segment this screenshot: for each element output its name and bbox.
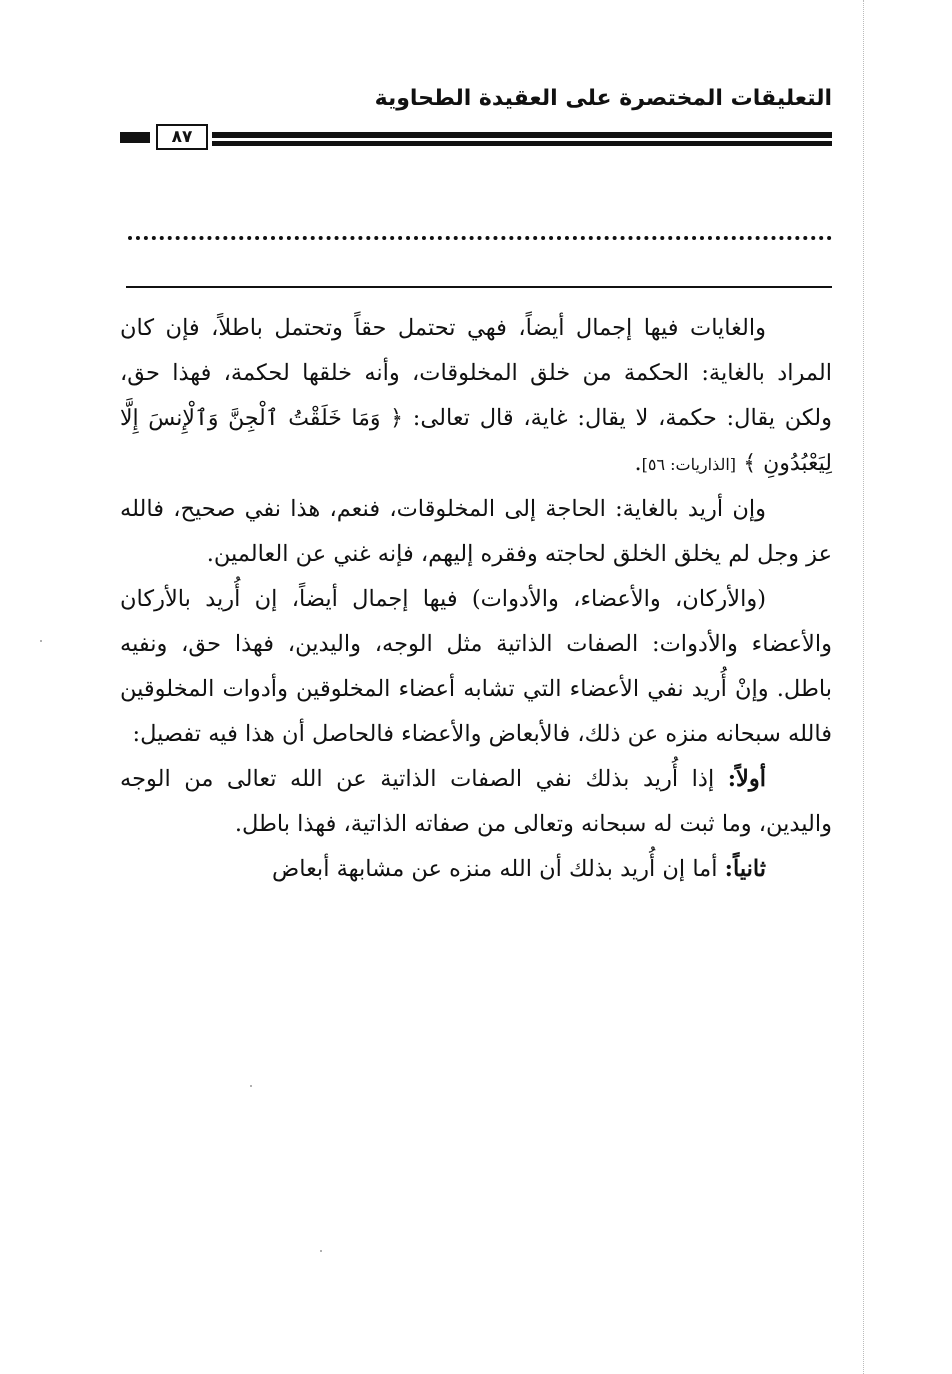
solid-separator <box>126 286 832 288</box>
page-edge <box>863 0 864 1374</box>
quran-verse: ﴿ وَمَا خَلَقْتُ ٱلْجِنَّ وَٱلْإِنسَ إِلَّا لِيَعْبُدُونِ ﴾ <box>120 406 832 476</box>
paragraph-4-lead: أولاً: <box>727 766 766 792</box>
main-text <box>120 306 832 892</box>
paragraph-3: (والأركان، والأعضاء، والأدوات) فيها إجمال أيضاً، إن أُريد بالأركان والأعضاء والأدوات: الصفات الذاتية مثل الوجه، واليدين، فهذا حق، ونفيه باطل. وإنْ أُريد نفي الأعضاء التي تشابه أعضاء المخلوقين وأدوات المخلوقين فالله سبحانه منزه عن ذلك، فالأبعاض والأعضاء فالحاصل أن هذا فيه تفصيل: <box>120 586 832 747</box>
paragraph-1-end: . <box>634 450 642 476</box>
paragraph-5 <box>120 847 832 892</box>
verse-reference: [الذاريات: ٥٦] <box>641 455 737 474</box>
scan-speck <box>250 1085 252 1087</box>
dotted-separator <box>128 236 832 240</box>
paragraph-4 <box>120 757 832 847</box>
paragraph-5-lead: ثانياً: <box>724 856 766 882</box>
paragraph-1-text: والغايات فيها إجمال أيضاً، فهي تحتمل حقاً وتحتمل باطلاً، فإن كان المراد بالغاية: الحكمة من خلق المخلوقات، وأنه خلقها لحكمة، فهذا حق، ولكن يقال: حكمة، لا يقال: غاية، قال تعالى: <box>120 315 833 431</box>
paragraph-1 <box>120 306 832 487</box>
scan-speck <box>40 640 42 642</box>
page-number: ٨٧ <box>156 124 208 150</box>
header-double-rule <box>212 132 832 141</box>
header-rule <box>120 124 832 150</box>
paragraph-5-text: أما إن أُريد بذلك أن الله منزه عن مشابهة أبعاض <box>272 856 718 882</box>
running-header-title: التعليقات المختصرة على العقيدة الطحاوية <box>374 86 832 111</box>
header-rule-stub <box>120 132 150 138</box>
paragraph-2: وإن أريد بالغاية: الحاجة إلى المخلوقات، فنعم، هذا نفي صحيح، فالله عز وجل لم يخلق الخلق لحاجته وفقره إليهم، فإنه غني عن العالمين. <box>120 496 832 567</box>
scan-speck <box>320 1250 322 1252</box>
paragraph-4-text: إذا أُريد بذلك نفي الصفات الذاتية عن الله تعالى من الوجه واليدين، وما ثبت له سبحانه وتعالى من صفاته الذاتية، فهذا باطل. <box>120 766 832 837</box>
